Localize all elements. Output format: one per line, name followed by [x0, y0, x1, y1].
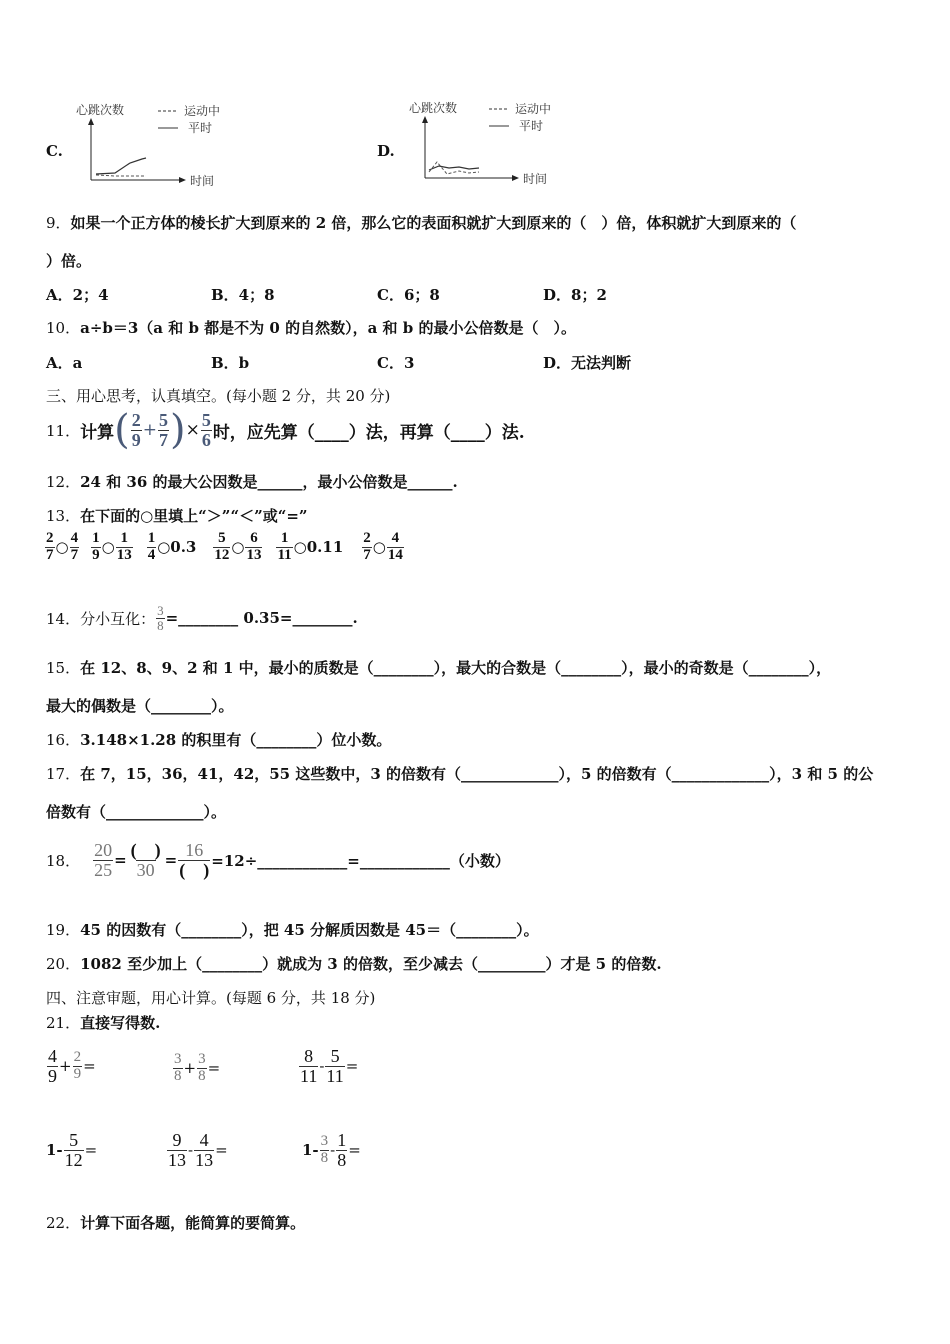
q21-expr-2: [172, 1046, 220, 1090]
q13-item-3-left: $\frac{1}{4}$: [147, 530, 156, 563]
q21-e6-pre: 1-: [302, 1141, 319, 1159]
q21-e6-op: -: [330, 1141, 336, 1159]
chart-d-ylabel: 心跳次数: [409, 101, 458, 115]
q11-post: 时，应先算（____）法，再算（____）法.: [212, 422, 525, 443]
q11-pre: 计算: [80, 422, 115, 443]
q13-item-4-left: $\frac{5}{12}$: [214, 530, 230, 563]
q10-number: 10．: [46, 319, 81, 337]
q14-pre: 分小互化：: [80, 609, 156, 628]
q21-e3-fraction-b: $\frac{5}{11}$: [326, 1045, 344, 1086]
q9-text-line1: 如果一个正方体的棱长扩大到原来的 2 倍，那么它的表面积就扩大到原来的（ ）倍，体积就扩大到原来的（: [70, 214, 797, 232]
q16-number: 16．: [46, 731, 81, 749]
q18-fraction-3: $\frac{16}{( )}$: [179, 839, 210, 880]
q20-number: 20．: [46, 955, 81, 973]
q21-e4-fraction: $\frac{5}{12}$: [64, 1129, 83, 1170]
question-9: [46, 212, 796, 233]
q21-e1-fraction-a: $\frac{4}{9}$: [48, 1045, 57, 1086]
q21-e4-eq[interactable]: =: [84, 1141, 98, 1159]
q11-right-paren: ): [169, 407, 186, 453]
question-11: [46, 406, 525, 454]
question-16: [46, 729, 391, 750]
q21-e4-pre: 1-: [46, 1141, 63, 1159]
q21-e1-op: +: [59, 1057, 72, 1075]
q9-option-b[interactable]: B．4；8: [211, 286, 275, 304]
question-17: [46, 763, 873, 784]
q17-number: 17．: [46, 765, 81, 783]
q13-item-1-left: $\frac{2}{7}$: [46, 530, 54, 563]
q9-option-d[interactable]: D．8；2: [543, 286, 607, 304]
chart-c-xlabel: 时间: [190, 174, 215, 188]
q8-option-d-chart: [403, 96, 583, 188]
q13-item-1-circle[interactable]: ○: [55, 538, 69, 557]
q11-number: 11．: [46, 421, 81, 440]
q21-expr-4: [46, 1126, 97, 1174]
q21-expr-3: [298, 1042, 358, 1090]
chart-c-legend-dash: 运动中: [184, 104, 221, 118]
q20-text: 1082 至少加上（________）就成为 3 的倍数，至少减去（_________）才是 5 的倍数.: [80, 955, 662, 973]
q13-text: 在下面的○里填上“＞”“＜”或“=”: [80, 507, 308, 525]
q9-number: 9．: [46, 214, 71, 232]
q13-item-4-circle[interactable]: ○: [231, 538, 245, 557]
q14-number: 14．: [46, 609, 81, 628]
q11-fraction-1: $\frac{2}{9}$: [131, 409, 141, 450]
q18-fraction-1: $\frac{20}{25}$: [94, 839, 113, 880]
q8-option-c-label[interactable]: C.: [46, 142, 63, 160]
section-4-heading: 四、注意审题，用心计算。(每题 6 分，共 18 分): [46, 989, 376, 1007]
question-20: [46, 953, 662, 974]
q13-item-6-circle[interactable]: ○: [372, 538, 386, 557]
q13-item-3-circle[interactable]: ○0.3: [157, 538, 197, 557]
q10-option-c[interactable]: C．3: [377, 354, 415, 372]
question-15: [46, 657, 831, 678]
q21-e6-fraction-b: $\frac{1}{8}$: [337, 1129, 347, 1170]
q21-e3-fraction-a: $\frac{8}{11}$: [300, 1045, 318, 1086]
question-19: [46, 919, 539, 940]
q12-text: 24 和 36 的最大公因数是______，最小公倍数是______.: [80, 473, 458, 491]
section-3-heading: 三、用心思考，认真填空。(每小题 2 分，共 20 分): [46, 387, 391, 405]
q10-option-b[interactable]: B．b: [211, 354, 250, 372]
q21-e5-eq[interactable]: =: [215, 1141, 228, 1159]
question-18: [46, 832, 510, 888]
q21-e6-eq[interactable]: =: [348, 1141, 361, 1159]
q21-number: 21．: [46, 1014, 81, 1032]
q13-item-6-left: $\frac{2}{7}$: [363, 530, 371, 563]
q13-item-5-left: $\frac{1}{11}$: [277, 530, 292, 563]
q15-text-line1: 在 12、8、9、2 和 1 中，最小的质数是（________），最大的合数是（________），最小的奇数是（________），: [80, 659, 832, 677]
chart-d-legend-solid: 平时: [519, 119, 544, 133]
q8-option-c-chart: [70, 98, 250, 190]
q21-e6-fraction-a: $\frac{3}{8}$: [320, 1132, 329, 1166]
q13-item-1-right: $\frac{4}{7}$: [70, 530, 79, 563]
q15-number: 15．: [46, 659, 81, 677]
q18-eq-2: =: [164, 851, 178, 869]
q21-e2-fraction-b: $\frac{3}{8}$: [198, 1050, 206, 1084]
q18-eq-1: =: [114, 851, 127, 869]
q10-option-a[interactable]: A．a: [46, 354, 83, 372]
q10-option-d[interactable]: D．无法判断: [543, 354, 632, 372]
question-22: [46, 1212, 305, 1233]
chart-c-legend-solid: 平时: [188, 121, 213, 135]
q18-post: =12÷____________=____________（小数）: [211, 851, 510, 870]
q13-item-2-right: $\frac{1}{13}$: [116, 530, 132, 563]
q21-e2-fraction-a: $\frac{3}{8}$: [174, 1050, 182, 1084]
q13-item-6-right: $\frac{4}{14}$: [387, 530, 403, 563]
q21-expr-5: [166, 1126, 228, 1174]
q21-e1-eq[interactable]: =: [83, 1057, 96, 1075]
chart-c-ylabel: 心跳次数: [76, 103, 125, 117]
q21-expr-6: [302, 1126, 361, 1174]
question-14: [46, 598, 358, 638]
chart-d-legend-dash: 运动中: [515, 102, 552, 116]
q21-e5-op: -: [188, 1141, 194, 1159]
q21-expr-1: [46, 1042, 96, 1090]
q11-fraction-2: $\frac{5}{7}$: [158, 409, 168, 450]
q9-option-c[interactable]: C．6；8: [377, 286, 440, 304]
q21-e2-eq[interactable]: =: [207, 1059, 221, 1077]
q21-e3-op: -: [319, 1057, 325, 1075]
q14-post: =________ 0.35=________.: [165, 609, 358, 627]
q22-number: 22．: [46, 1214, 81, 1232]
q13-item-2-circle[interactable]: ○: [101, 538, 115, 557]
q21-e1-fraction-b: $\frac{2}{9}$: [73, 1048, 82, 1082]
q17-text-line1: 在 7，15，36，41，42，55 这些数中，3 的倍数有（_____________），5 的倍数有（_____________），3 和 5 的公: [80, 765, 874, 783]
q19-number: 19．: [46, 921, 81, 939]
q15-text-line2: 最大的偶数是（________）。: [46, 697, 234, 715]
q13-item-2-left: $\frac{1}{9}$: [92, 530, 100, 563]
q13-number: 13．: [46, 507, 81, 525]
q10-text: a÷b＝3（a 和 b 都是不为 0 的自然数），a 和 b 的最小公倍数是（ ）。: [80, 319, 576, 337]
q13-item-4-right: $\frac{6}{13}$: [246, 530, 262, 563]
q18-fraction-2: $\frac{( )}{30}$: [130, 839, 161, 880]
q12-number: 12．: [46, 473, 81, 491]
q13-comparisons: [44, 531, 405, 564]
q11-fraction-3: $\frac{5}{6}$: [201, 409, 211, 450]
q13-item-5-circle[interactable]: ○0.11: [293, 538, 344, 557]
q14-fraction: $\frac{3}{8}$: [157, 602, 164, 633]
question-10: [46, 317, 576, 338]
q9-text-line2: ）倍。: [46, 252, 92, 270]
q21-text: 直接写得数.: [80, 1014, 161, 1032]
q18-number: 18．: [46, 851, 81, 870]
q19-text: 45 的因数有（________），把 45 分解质因数是 45＝（________）。: [80, 921, 539, 939]
question-13: [46, 505, 308, 526]
q9-option-a[interactable]: A．2；4: [46, 286, 109, 304]
q17-text-line2: 倍数有（_____________）。: [46, 803, 227, 821]
q21-e2-op: +: [183, 1059, 197, 1077]
q8-option-d-label[interactable]: D.: [377, 142, 395, 160]
q21-e5-fraction-b: $\frac{4}{13}$: [195, 1129, 214, 1170]
q11-times: ×: [185, 420, 200, 440]
q21-e3-eq[interactable]: =: [345, 1057, 359, 1075]
question-12: [46, 471, 458, 492]
q11-left-paren: (: [114, 407, 130, 453]
chart-d-xlabel: 时间: [523, 172, 548, 186]
q21-e5-fraction-a: $\frac{9}{13}$: [168, 1129, 186, 1170]
question-21: [46, 1012, 160, 1033]
q11-plus: +: [142, 420, 157, 440]
q16-text: 3.148×1.28 的积里有（________）位小数。: [80, 731, 392, 749]
q22-text: 计算下面各题，能简算的要简算。: [80, 1214, 306, 1232]
